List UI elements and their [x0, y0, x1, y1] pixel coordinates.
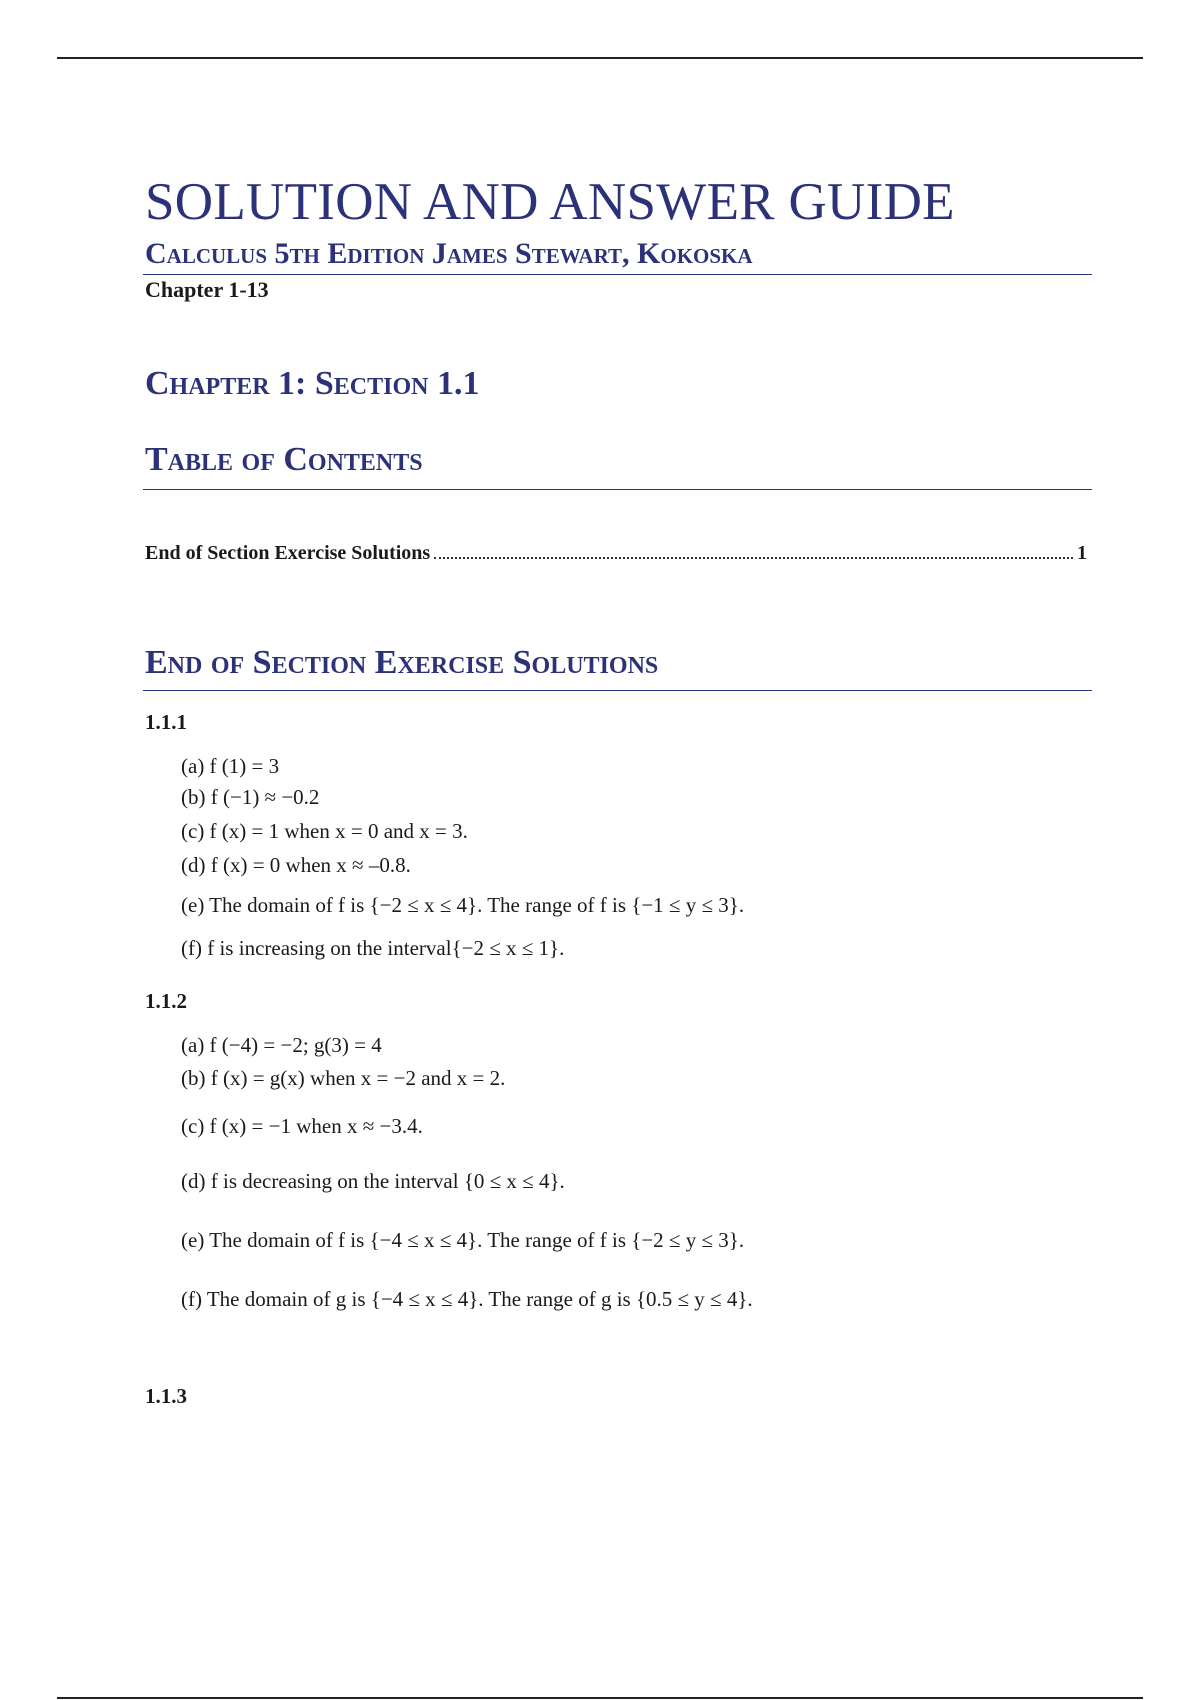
chapter-range: Chapter 1-13	[145, 277, 269, 302]
bottom-page-rule	[57, 1697, 1143, 1699]
document-subtitle: Calculus 5th Edition James Stewart, Kokoska	[145, 237, 753, 270]
answer-item: (d) f is decreasing on the interval {0 ≤ x ≤ 4}.	[181, 1169, 565, 1193]
exercise-number: 1.1.1	[145, 710, 187, 734]
exercise-number: 1.1.2	[145, 989, 187, 1013]
answer-item: (f) f is increasing on the interval{−2 ≤ x ≤ 1}.	[181, 936, 565, 960]
toc-heading: Table of Contents	[145, 441, 423, 478]
chapter-heading: Chapter 1: Section 1.1	[145, 365, 480, 402]
answer-item: (c) f (x) = −1 when x ≈ −3.4.	[181, 1114, 423, 1138]
toc-entry-label: End of Section Exercise Solutions	[145, 542, 431, 564]
answer-item: (b) f (−1) ≈ −0.2	[181, 785, 320, 809]
answer-item: (a) f (1) = 3	[181, 754, 280, 778]
answer-item: (d) f (x) = 0 when x ≈ –0.8.	[181, 853, 411, 877]
top-page-rule	[57, 57, 1143, 59]
toc-entry[interactable]	[145, 541, 1087, 565]
section-heading-rule	[143, 690, 1092, 691]
document-title: SOLUTION AND ANSWER GUIDE	[145, 173, 955, 231]
section-heading: End of Section Exercise Solutions	[145, 644, 659, 681]
answer-item: (f) The domain of g is {−4 ≤ x ≤ 4}. The range of g is {0.5 ≤ y ≤ 4}.	[181, 1287, 753, 1311]
answer-item: (b) f (x) = g(x) when x = −2 and x = 2.	[181, 1066, 506, 1090]
answer-item: (a) f (−4) = −2; g(3) = 4	[181, 1033, 382, 1057]
answer-item: (e) The domain of f is {−2 ≤ x ≤ 4}. The range of f is {−1 ≤ y ≤ 3}.	[181, 893, 745, 917]
toc-dot-leader	[434, 557, 1073, 559]
subtitle-rule	[143, 274, 1092, 275]
toc-heading-rule	[143, 489, 1092, 490]
answer-item: (c) f (x) = 1 when x = 0 and x = 3.	[181, 819, 468, 843]
answer-item: (e) The domain of f is {−4 ≤ x ≤ 4}. The range of f is {−2 ≤ y ≤ 3}.	[181, 1228, 745, 1252]
toc-entry-page: 1	[1077, 542, 1087, 564]
exercise-number: 1.1.3	[145, 1384, 187, 1408]
